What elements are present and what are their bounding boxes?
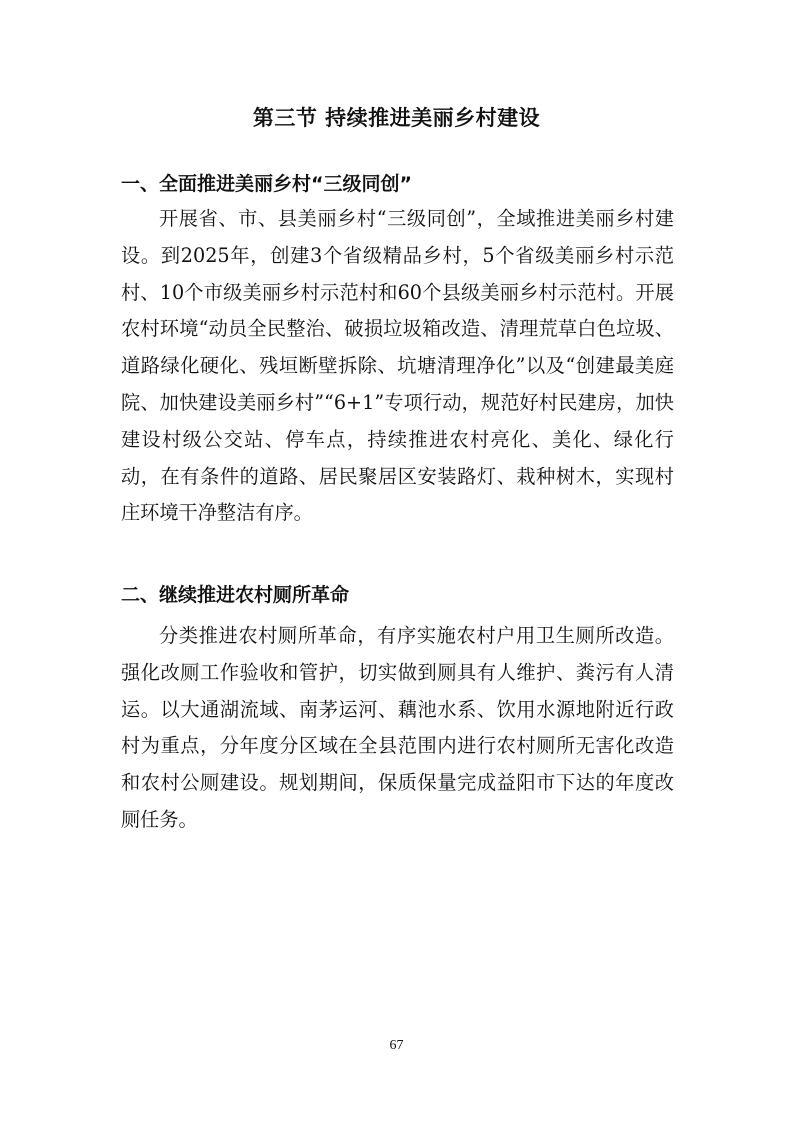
paragraph-beautiful-village: 开展省、市、县美丽乡村“三级同创”，全域推进美丽乡村建设。到2025年，创建3个省级精品乡村，5个省级美丽乡村示范村、10个市级美丽乡村示范村和60个县级美丽乡村示范村。开展农村环境“动员全民整治、破损垃圾箱改造、清理荒草白色垃圾、道路绿化硬化、残垣断壁拆除、坑塘清理净化”以及“创建最美庭院、加快建设美丽乡村”“6+1”专项行动，规范好村民建房，加快建设村级公交站、停车点，持续推进农村亮化、美化、绿化行动，在有条件的道路、居民聚居区安装路灯、栽种树木，实现村庄环境干净整洁有序。 (121, 207, 674, 525)
heading-three-level-creation: 一、全面推进美丽乡村“三级同创” (121, 173, 412, 195)
section-title: 第三节 持续推进美丽乡村建设 (252, 106, 541, 130)
paragraph-toilet-revolution: 分类推进农村厕所革命，有序实施农村户用卫生厕所改造。强化改厕工作验收和管护，切实做到厕具有人维护、粪污有人清运。以大通湖流域、南茅运河、藕池水系、饮用水源地附近行政村为重点，分年度分区域在全县范围内进行农村厕所无害化改造和农村公厕建设。规划期间，保质保量完成益阳市下达的年度改厕任务。 (121, 624, 674, 831)
page-number: 67 (389, 1038, 404, 1053)
heading-toilet-revolution: 二、继续推进农村厕所革命 (121, 584, 350, 606)
